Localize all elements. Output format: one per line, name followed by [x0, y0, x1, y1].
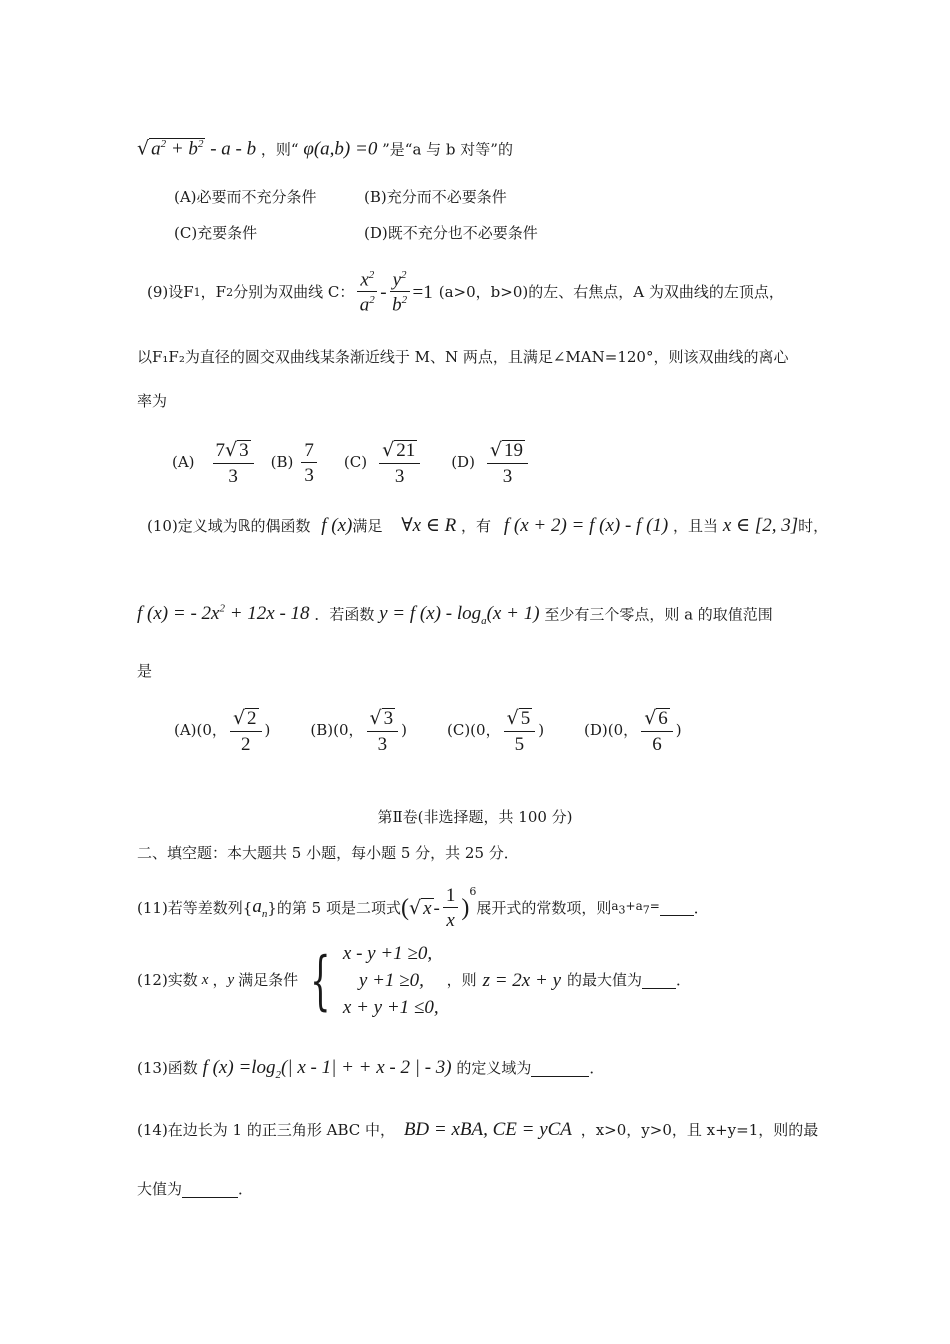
q10-line-2: f (x) = - $2x^2 + 12x - 18$ ．若函数 y = f $(x) - \log_a(x + 1)$ 至少有三个零点，则 a 的取值范围: [137, 603, 773, 628]
q14-line-1: (14)在边长为 1 的正三角形 ABC 中， BD = xBA, CE = yCA ，x>0，y>0，且 x+y=1，则的最: [137, 1119, 819, 1140]
q10-option-a-value: $\frac{√ 2}{2}$: [230, 708, 262, 754]
q13-line: (13)函数 f $(x) =\log_2(|$ x - 1| + + x - 2 | - 3) 的定义域为 ．: [137, 1057, 605, 1081]
x2-over-a2: $\frac{x^2}{a^2}$: [357, 270, 377, 315]
q10-line-3: 是: [137, 662, 153, 680]
q9-option-d-label: (D): [451, 453, 475, 472]
q8-option-a: (A)必要而不充分条件: [174, 188, 317, 206]
q9-option-b-label: (B): [270, 453, 294, 472]
q9-option-c-value: $\frac{√ 21}{3}$: [379, 440, 420, 486]
q13-answer-blank[interactable]: [531, 1061, 589, 1077]
q9-option-a-label: (A): [172, 453, 195, 472]
q8-option-b: (B)充分而不必要条件: [364, 188, 507, 206]
q10-option-d-label: (D)(0，: [584, 721, 639, 740]
q14-answer-blank[interactable]: [182, 1182, 238, 1198]
q9-line-1: (9)设F 1 ，F 2 分别为双曲线 C： $\frac{x^2}{a^2}$ - $\frac{y^2}{b^2}$ =1 (a>0，b>0)的左、右焦点，A 为双曲线的左顶点，: [147, 269, 784, 316]
y2-over-b2: $\frac{y^2}{b^2}$: [390, 270, 410, 315]
q11-line: (11)若等差数列{ $a_n$ }的第 5 项是二项式 ( √ x - $\frac{1}{x}$ ) $^6$ 展开式的常数项，则 $a_3+a_7=$ ．: [137, 885, 709, 931]
q9-option-d-value: $\frac{√ 19}{3}$: [487, 440, 528, 486]
q14-line-2: 大值为 ．: [137, 1180, 254, 1198]
q9-options: [172, 440, 531, 486]
q12-answer-blank[interactable]: [642, 973, 676, 989]
q10-option-d-value: $\frac{√ 6}{6}$: [641, 708, 673, 754]
q10-option-a-label: (A)(0，: [174, 721, 227, 740]
q9-line-3: 率为: [137, 392, 168, 410]
q11-answer-blank[interactable]: [660, 900, 694, 916]
q8-condition-line: √ $a^2 + b^2 - a - b$ ，则“ φ(a,b) =0 ”是“a 与 b 对等”的: [137, 137, 513, 160]
q8-option-d: (D)既不充分也不必要条件: [364, 224, 538, 242]
q10-option-b-value: $\frac{√ 3}{3}$: [367, 708, 399, 754]
q8-option-c: (C)充要条件: [174, 224, 258, 242]
q10-option-b-label: (B)(0，: [310, 721, 364, 740]
q12-line: (12)实数 x ， y 满足条件 { x - y +1 ≥0, y +1 ≥0, x + y +1 ≤0, ，则 z = 2x + y 的最大值为 ．: [137, 943, 692, 1018]
q10-line-1: (10)定义域为ℝ的偶函数 f (x)满足 ∀x ∈ R ，有 f (x + 2) = f (x) - f (1) ，且当 x ∈ [2, 3]时，: [147, 515, 829, 536]
q9-option-c-label: (C): [343, 453, 368, 472]
q10-option-c-value: $\frac{√ 5}{5}$: [504, 708, 536, 754]
q9-option-a-value: $\frac{7√ 3}{3}$: [213, 440, 254, 486]
q10-option-c-label: (C)(0，: [447, 721, 501, 740]
section-2-title: 第Ⅱ卷(非选择题，共 100 分): [377, 808, 573, 826]
q10-options: (A)(0， $\frac{√ 2}{2}$ ) (B)(0， $\frac{√ 3}{3}$ ) (C)(0， $\frac{√ 5}{5}$ ) (D)(0， $\frac{√ 6}{6}$ ): [174, 707, 682, 755]
section-2-heading: 二、填空题：本大题共 5 小题，每小题 5 分，共 25 分．: [137, 844, 519, 862]
q9-line-2: 以F₁F₂为直径的圆交双曲线某条渐近线于 M、N 两点，且满足∠MAN=120°，则该双曲线的离心: [137, 348, 789, 366]
q12-constraints: x - y +1 ≥0, y +1 ≥0, x + y +1 ≤0,: [342, 943, 439, 1018]
q9-option-b-value: $\frac{7}{3}$: [301, 441, 317, 485]
phi-expression: φ(a,b) =0: [303, 138, 378, 160]
